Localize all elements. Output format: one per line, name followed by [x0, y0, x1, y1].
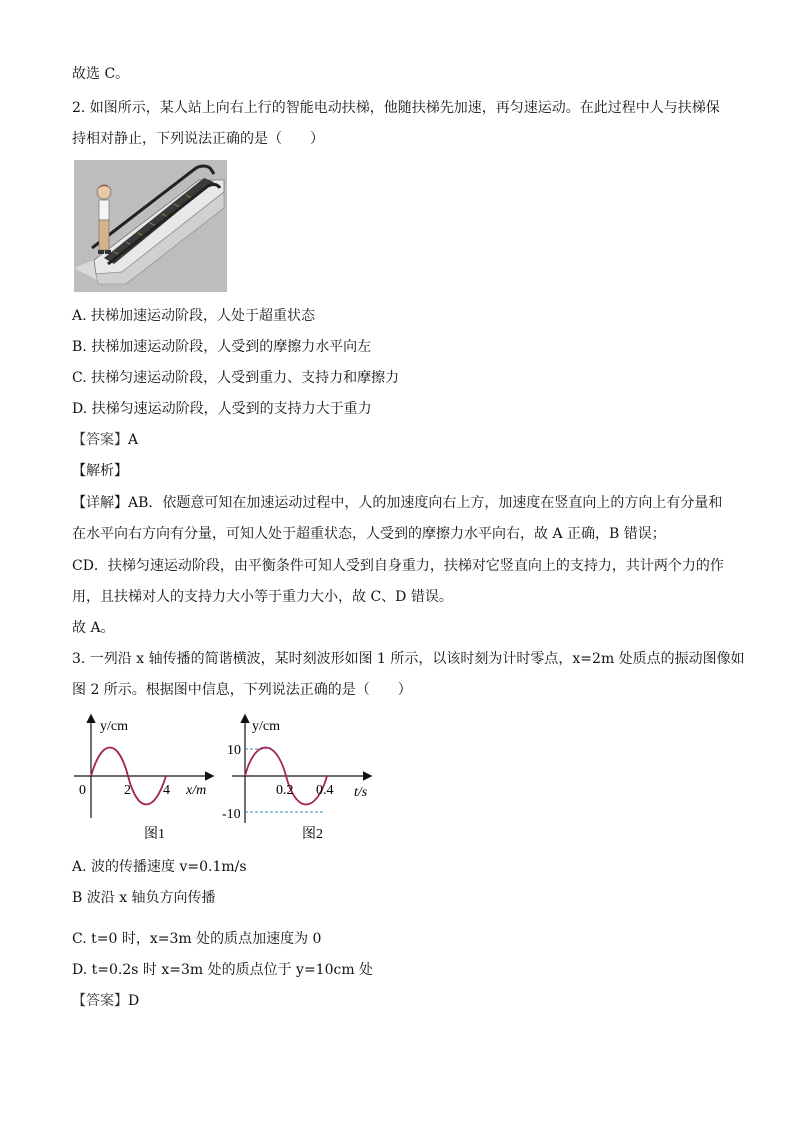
escalator-figure: [74, 160, 227, 292]
q2-detail-line3: CD．扶梯匀速运动阶段，由平衡条件可知人受到自身重力，扶梯对它竖直向上的支持力，共计两个力的作: [72, 558, 724, 574]
fig2-tick-04: 0.4: [316, 783, 334, 798]
q2-stem-line1: 2. 如图所示，某人站上向右上行的智能电动扶梯，他随扶梯先加速，再匀速运动。在此过程中人与扶梯保: [72, 100, 720, 116]
q2-analysis-tag: 【解析】: [72, 463, 128, 479]
detail-text: AB．依题意可知在加速运动过程中，人的加速度向右上方，加速度在竖直向上的方向上有分量和: [128, 495, 723, 511]
answer-tag: 【答案】: [72, 432, 128, 448]
answer-value: A: [128, 432, 139, 448]
answer-tag: 【答案】: [72, 993, 128, 1009]
fig2-caption: 图2: [302, 827, 323, 842]
q3-stem-line1: 3. 一列沿 x 轴传播的简谐横波，某时刻波形如图 1 所示，以该时刻为计时零点，x=2m 处质点的振动图像如: [72, 651, 745, 667]
fig1-origin: 0: [79, 783, 86, 798]
q3-option-a: A. 波的传播速度 v=0.1m/s: [72, 859, 247, 875]
q2-option-a: A. 扶梯加速运动阶段，人处于超重状态: [72, 308, 316, 324]
fig1-tick-4: 4: [163, 783, 170, 798]
q2-option-b: B. 扶梯加速运动阶段，人受到的摩擦力水平向左: [72, 339, 372, 355]
q2-detail-line1: [72, 493, 722, 513]
q3-answer: [72, 991, 139, 1011]
fig1-ylabel: y/cm: [100, 719, 128, 734]
wave-graph-fig1: [66, 708, 216, 848]
vibration-graph-fig2: [218, 708, 378, 848]
q2-option-d: D. 扶梯匀速运动阶段，人受到的支持力大于重力: [72, 401, 372, 417]
prev-conclusion: 故选 C。: [72, 66, 130, 82]
fig1-xlabel: x/m: [186, 783, 207, 798]
fig2-tick-02: 0.2: [276, 783, 294, 798]
answer-value: D: [128, 993, 140, 1009]
q3-option-d: D. t=0.2s 时 x=3m 处的质点位于 y=10cm 处: [72, 962, 374, 978]
fig1-tick-2: 2: [124, 783, 131, 798]
q2-conclusion: 故 A。: [72, 620, 115, 636]
q3-stem-line2: 图 2 所示。根据图中信息，下列说法正确的是（ ）: [72, 682, 412, 698]
q2-detail-line4: 用，且扶梯对人的支持力大小等于重力大小，故 C、D 错误。: [72, 589, 453, 605]
fig2-xlabel: t/s: [354, 785, 368, 800]
q2-detail-line2: 在水平向右方向有分量，可知人处于超重状态，人受到的摩擦力水平向右，故 A 正确，B 错误；: [72, 526, 666, 542]
fig2-ylabel: y/cm: [252, 719, 280, 734]
q2-answer: [72, 430, 138, 450]
q3-option-b: B 波沿 x 轴负方向传播: [72, 890, 216, 906]
detail-tag: 【详解】: [72, 495, 128, 511]
q2-stem-line2: 持相对静止，下列说法正确的是（ ）: [72, 131, 324, 147]
fig2-ytick-neg10: -10: [222, 807, 241, 822]
fig2-ytick-10: 10: [227, 743, 241, 758]
q3-option-c: C. t=0 时，x=3m 处的质点加速度为 0: [72, 931, 322, 947]
fig1-caption: 图1: [144, 827, 165, 842]
q2-option-c: C. 扶梯匀速运动阶段，人受到重力、支持力和摩擦力: [72, 370, 400, 386]
